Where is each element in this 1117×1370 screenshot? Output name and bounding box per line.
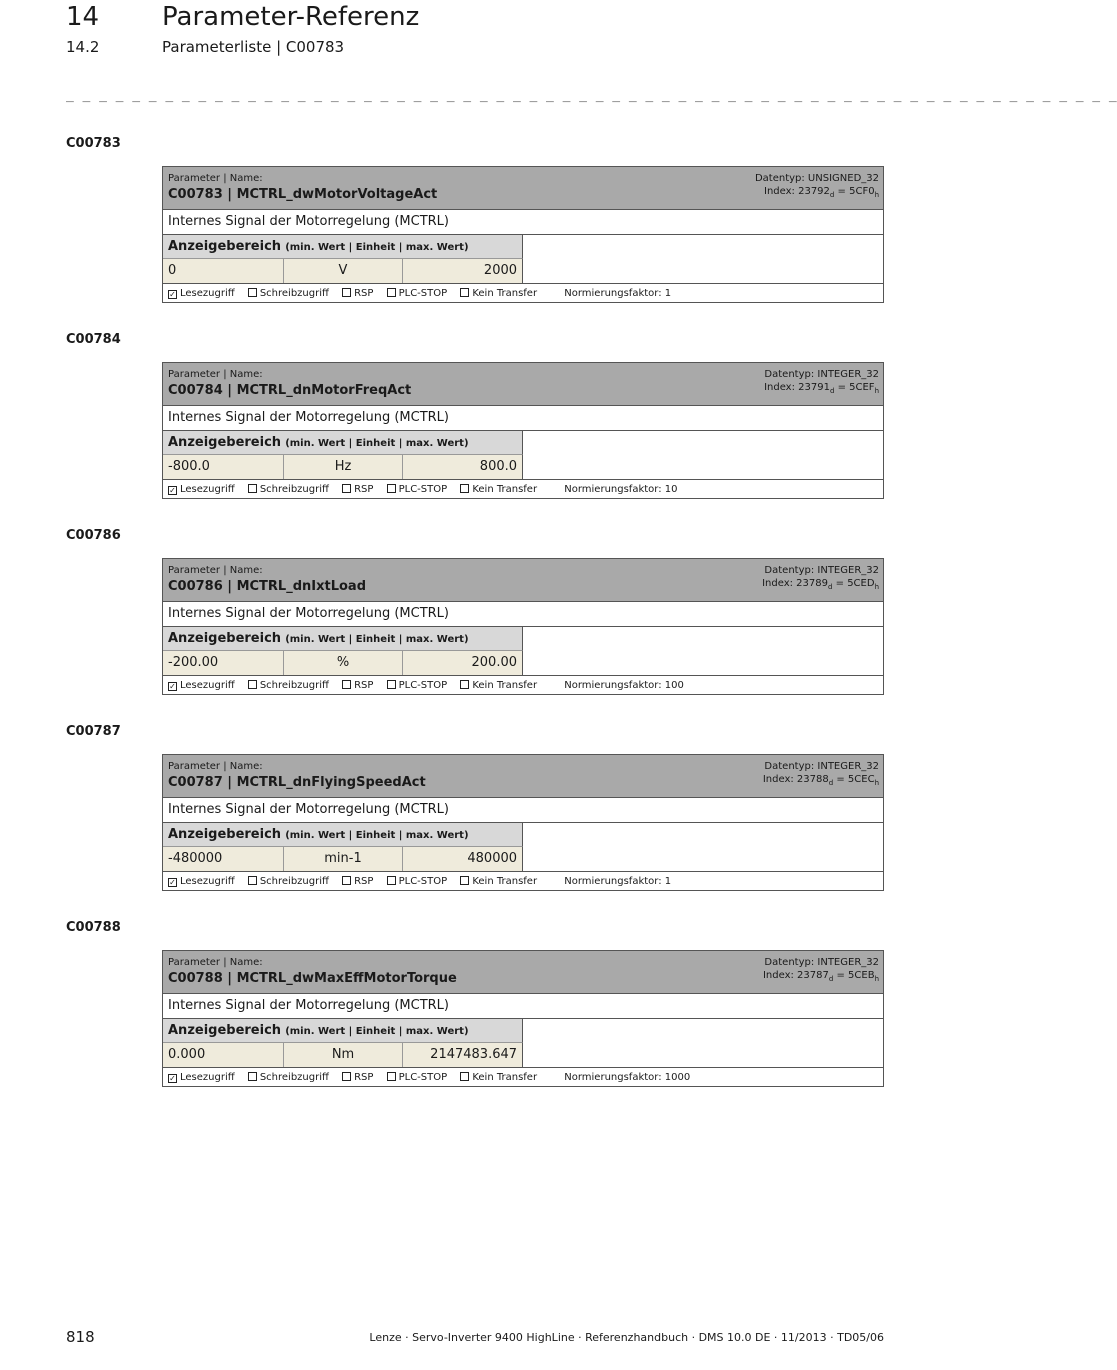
parameter-name-label: Parameter | Name: (168, 761, 263, 772)
flag-no-transfer (460, 676, 537, 696)
parameter-table (162, 950, 884, 1087)
access-flags (163, 1068, 883, 1088)
range-min-value: -200.00 (163, 651, 283, 675)
parameter-table (162, 362, 884, 499)
checkbox-empty-icon (342, 288, 351, 297)
flag-write-access (248, 284, 329, 304)
display-range-header (163, 627, 523, 651)
range-min-value: -480000 (163, 847, 283, 871)
checkbox-empty-icon (387, 288, 396, 297)
checkbox-checked-icon: ✓ (169, 682, 176, 691)
flag-no-transfer-label: Kein Transfer (472, 876, 538, 887)
checkbox-empty-icon (342, 680, 351, 689)
index-decimal-subscript: d (828, 779, 834, 787)
index-hex: = 5CEC (833, 774, 875, 785)
flag-read-access-label: Lesezugriff (180, 876, 235, 887)
parameter-table (162, 558, 884, 695)
index-hex-subscript: h (874, 583, 879, 591)
checkbox-checked-icon: ✓ (169, 486, 176, 495)
parameter-header (163, 363, 883, 406)
datatype-label: Datentyp: INTEGER_32 (764, 761, 879, 772)
checkbox-empty-icon (248, 288, 257, 297)
index-decimal-subscript: d (829, 387, 835, 395)
flag-rsp-label: RSP (354, 288, 374, 299)
parameter-header (163, 167, 883, 210)
display-range (163, 235, 883, 284)
flag-no-transfer-label: Kein Transfer (472, 484, 538, 495)
parameter-description: Internes Signal der Motorregelung (MCTRL) (163, 994, 883, 1019)
parameter-description: Internes Signal der Motorregelung (MCTRL) (163, 602, 883, 627)
display-range-title: Anzeigebereich (168, 827, 282, 842)
normalization-factor: Normierungsfaktor: 1000 (564, 1072, 691, 1083)
flag-plc-stop (387, 284, 448, 304)
parameter-heading: C00784 (66, 332, 121, 347)
parameter-name: C00787 | MCTRL_dnFlyingSpeedAct (168, 775, 426, 790)
normalization-factor: Normierungsfaktor: 1 (564, 876, 672, 887)
checkbox-empty-icon (460, 484, 469, 493)
parameter-name: C00784 | MCTRL_dnMotorFreqAct (168, 383, 412, 398)
range-unit: % (283, 651, 403, 675)
parameter-name: C00788 | MCTRL_dwMaxEffMotorTorque (168, 971, 457, 986)
checkbox-empty-icon (387, 876, 396, 885)
flag-rsp (342, 480, 373, 500)
section-title: Parameterliste | C00783 (162, 38, 345, 56)
parameter-heading: C00787 (66, 724, 121, 739)
range-max-value: 2000 (402, 259, 522, 283)
flag-write-access-label: Schreibzugriff (259, 680, 329, 691)
parameter-name-label: Parameter | Name: (168, 173, 263, 184)
checkbox-empty-icon (248, 680, 257, 689)
index-label (763, 774, 879, 787)
access-flags (163, 284, 883, 304)
range-unit: Hz (283, 455, 403, 479)
chapter-number: 14 (66, 2, 100, 32)
parameter-table (162, 166, 884, 303)
display-range-subtitle: (min. Wert | Einheit | max. Wert) (285, 634, 469, 645)
flag-plc-stop-label: PLC-STOP (398, 288, 448, 299)
parameter-heading: C00783 (66, 136, 121, 151)
access-flags (163, 480, 883, 500)
checkbox-empty-icon (342, 484, 351, 493)
display-range-header (163, 431, 523, 455)
flag-write-access-label: Schreibzugriff (259, 288, 329, 299)
flag-read-access-label: Lesezugriff (180, 288, 235, 299)
checkbox-empty-icon (460, 876, 469, 885)
parameter-name-label: Parameter | Name: (168, 565, 263, 576)
display-range (163, 823, 883, 872)
display-range-subtitle: (min. Wert | Einheit | max. Wert) (285, 242, 469, 253)
flag-no-transfer (460, 872, 537, 892)
range-max-value: 480000 (402, 847, 522, 871)
checkbox-empty-icon (342, 1072, 351, 1081)
range-max-value: 800.0 (402, 455, 522, 479)
index-hex-subscript: h (874, 387, 879, 395)
flag-plc-stop (387, 676, 448, 696)
display-range-values (163, 651, 523, 675)
parameter-description: Internes Signal der Motorregelung (MCTRL) (163, 406, 883, 431)
checkbox-checked-icon: ✓ (169, 290, 176, 299)
index-hex: = 5CEB (833, 970, 875, 981)
range-min-value: 0 (163, 259, 283, 283)
checkbox-empty-icon (248, 484, 257, 493)
index-hex-subscript: h (874, 191, 879, 199)
display-range-values (163, 847, 523, 871)
index-hex-subscript: h (874, 975, 879, 983)
datatype-label: Datentyp: INTEGER_32 (764, 957, 879, 968)
flag-write-access-label: Schreibzugriff (259, 876, 329, 887)
checkbox-checked-icon: ✓ (169, 1074, 176, 1083)
index-decimal: Index: 23792 (764, 186, 830, 197)
flag-rsp-label: RSP (354, 1072, 374, 1083)
section-number: 14.2 (66, 38, 100, 56)
access-flags (163, 676, 883, 696)
display-range-subtitle: (min. Wert | Einheit | max. Wert) (285, 1026, 469, 1037)
page-number: 818 (66, 1328, 95, 1346)
index-label (762, 578, 879, 591)
display-range-values (163, 1043, 523, 1067)
flag-read-access-label: Lesezugriff (180, 484, 235, 495)
range-unit: Nm (283, 1043, 403, 1067)
flag-write-access (248, 1068, 329, 1088)
display-range (163, 627, 883, 676)
parameter-name-label: Parameter | Name: (168, 957, 263, 968)
flag-rsp (342, 284, 373, 304)
flag-write-access (248, 676, 329, 696)
datatype-label: Datentyp: INTEGER_32 (764, 369, 879, 380)
index-label (764, 382, 879, 395)
parameter-name-label: Parameter | Name: (168, 369, 263, 380)
display-range-subtitle: (min. Wert | Einheit | max. Wert) (285, 830, 469, 841)
display-range-values (163, 455, 523, 479)
display-range-title: Anzeigebereich (168, 631, 282, 646)
display-range (163, 1019, 883, 1068)
display-range (163, 431, 883, 480)
parameter-heading: C00788 (66, 920, 121, 935)
chapter-title: Parameter-Referenz (162, 2, 420, 32)
normalization-factor: Normierungsfaktor: 10 (564, 484, 678, 495)
index-label (763, 970, 879, 983)
flag-plc-stop (387, 872, 448, 892)
flag-write-access (248, 872, 329, 892)
checkbox-empty-icon (248, 876, 257, 885)
flag-read-access-label: Lesezugriff (180, 1072, 235, 1083)
index-decimal: Index: 23788 (762, 774, 829, 785)
index-decimal: Index: 23787 (762, 970, 829, 981)
flag-plc-stop-label: PLC-STOP (398, 1072, 448, 1083)
checkbox-checked-icon: ✓ (169, 878, 176, 887)
flag-rsp (342, 1068, 373, 1088)
parameter-header (163, 755, 883, 798)
checkbox-empty-icon (342, 876, 351, 885)
parameter-description: Internes Signal der Motorregelung (MCTRL) (163, 210, 883, 235)
display-range-title: Anzeigebereich (168, 1023, 282, 1038)
checkbox-empty-icon (387, 484, 396, 493)
datatype-label: Datentyp: UNSIGNED_32 (754, 173, 879, 184)
display-range-subtitle: (min. Wert | Einheit | max. Wert) (285, 438, 469, 449)
flag-read-access (168, 284, 235, 304)
flag-read-access (168, 1068, 235, 1088)
display-range-title: Anzeigebereich (168, 239, 282, 254)
parameter-name: C00783 | MCTRL_dwMotorVoltageAct (168, 187, 438, 202)
range-unit: V (283, 259, 403, 283)
checkbox-empty-icon (460, 1072, 469, 1081)
display-range-values (163, 259, 523, 283)
parameter-heading: C00786 (66, 528, 121, 543)
flag-plc-stop (387, 480, 448, 500)
checkbox-empty-icon (248, 1072, 257, 1081)
flag-rsp-label: RSP (354, 876, 374, 887)
access-flags (163, 872, 883, 892)
display-range-header (163, 235, 523, 259)
flag-no-transfer (460, 480, 537, 500)
flag-no-transfer-label: Kein Transfer (472, 1072, 538, 1083)
index-hex: = 5CF0 (834, 186, 875, 197)
range-min-value: 0.000 (163, 1043, 283, 1067)
range-min-value: -800.0 (163, 455, 283, 479)
parameter-name: C00786 | MCTRL_dnIxtLoad (168, 579, 366, 594)
flag-plc-stop-label: PLC-STOP (398, 680, 448, 691)
index-hex-subscript: h (874, 779, 879, 787)
datatype-label: Datentyp: INTEGER_32 (764, 565, 879, 576)
parameter-header (163, 559, 883, 602)
index-decimal-subscript: d (828, 975, 834, 983)
flag-plc-stop (387, 1068, 448, 1088)
display-range-title: Anzeigebereich (168, 435, 282, 450)
flag-write-access (248, 480, 329, 500)
flag-read-access (168, 872, 235, 892)
flag-rsp (342, 872, 373, 892)
flag-rsp-label: RSP (354, 484, 374, 495)
flag-read-access (168, 480, 235, 500)
flag-no-transfer-label: Kein Transfer (472, 680, 538, 691)
range-max-value: 2147483.647 (402, 1043, 522, 1067)
parameter-description: Internes Signal der Motorregelung (MCTRL) (163, 798, 883, 823)
flag-write-access-label: Schreibzugriff (259, 1072, 329, 1083)
footer-text: Lenze · Servo-Inverter 9400 HighLine · Referenzhandbuch · DMS 10.0 DE · 11/2013 · TD05/06 (369, 1331, 884, 1344)
index-decimal-subscript: d (829, 191, 835, 199)
parameter-header (163, 951, 883, 994)
index-hex: = 5CEF (834, 382, 875, 393)
dashed-divider: _ _ _ _ _ _ _ _ _ _ _ _ _ _ _ _ _ _ _ _ _ _ _ _ _ _ _ _ _ _ _ _ _ _ _ _ _ _ _ _ _ _ _ _ _ _ _ _ _ _ _ _ _ _ _ _ _ _ _ _ _ _ _ _ (66, 88, 1117, 103)
normalization-factor: Normierungsfaktor: 100 (564, 680, 684, 691)
index-hex: = 5CED (832, 578, 875, 589)
flag-read-access (168, 676, 235, 696)
checkbox-empty-icon (460, 288, 469, 297)
flag-plc-stop-label: PLC-STOP (398, 876, 448, 887)
flag-no-transfer (460, 284, 537, 304)
checkbox-empty-icon (387, 1072, 396, 1081)
display-range-header (163, 823, 523, 847)
flag-read-access-label: Lesezugriff (180, 680, 235, 691)
index-decimal: Index: 23789 (762, 578, 828, 589)
flag-rsp (342, 676, 373, 696)
parameter-table (162, 754, 884, 891)
flag-write-access-label: Schreibzugriff (259, 484, 329, 495)
flag-rsp-label: RSP (354, 680, 374, 691)
flag-plc-stop-label: PLC-STOP (398, 484, 448, 495)
range-max-value: 200.00 (402, 651, 522, 675)
checkbox-empty-icon (387, 680, 396, 689)
checkbox-empty-icon (460, 680, 469, 689)
normalization-factor: Normierungsfaktor: 1 (564, 288, 672, 299)
index-label (764, 186, 879, 199)
flag-no-transfer-label: Kein Transfer (472, 288, 538, 299)
flag-no-transfer (460, 1068, 537, 1088)
index-decimal: Index: 23791 (764, 382, 830, 393)
display-range-header (163, 1019, 523, 1043)
index-decimal-subscript: d (828, 583, 833, 591)
range-unit: min-1 (283, 847, 403, 871)
